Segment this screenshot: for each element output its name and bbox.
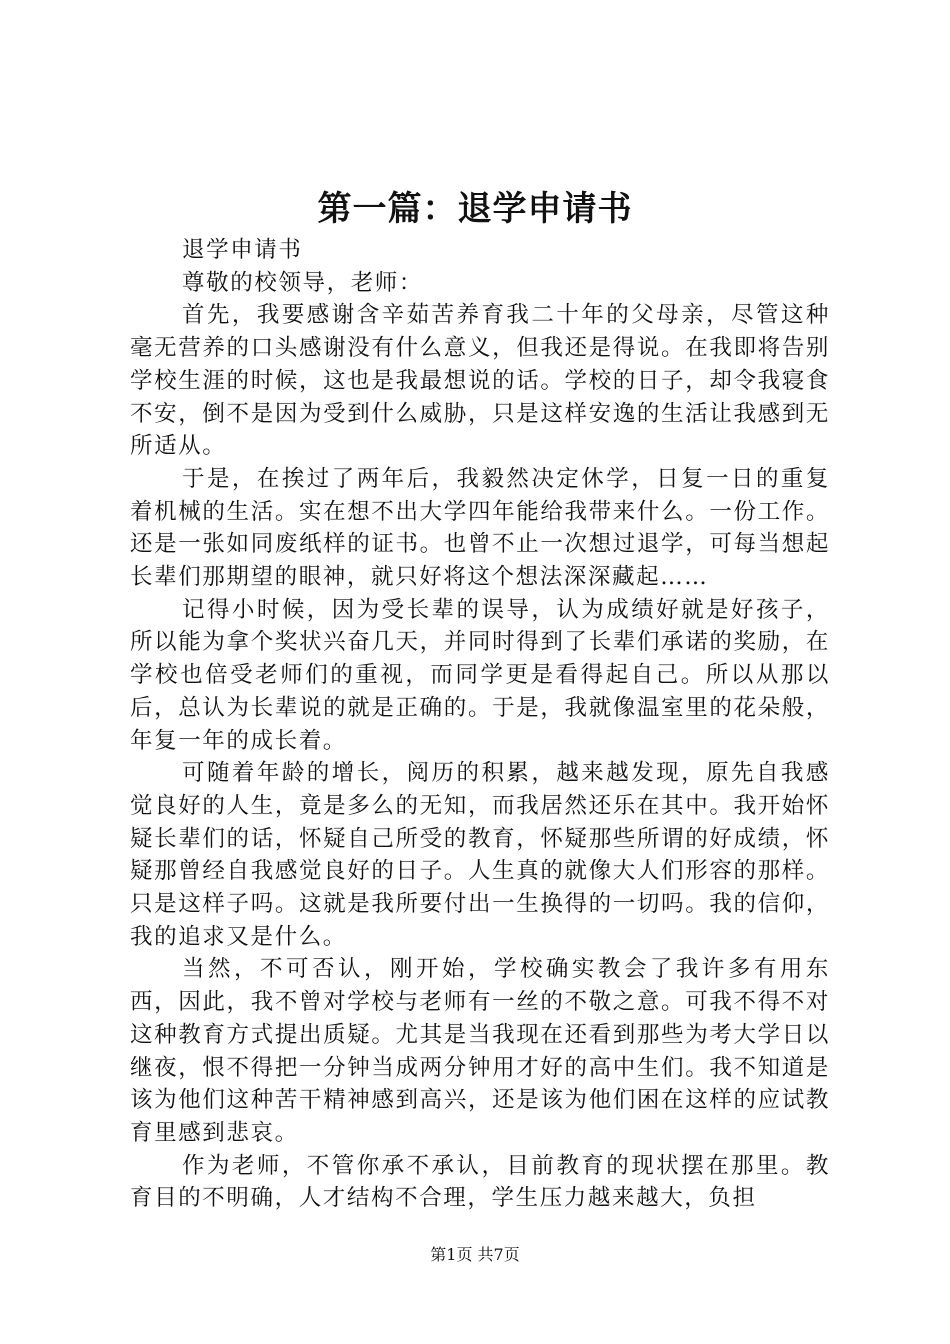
paragraph: 当然，不可否认，刚开始，学校确实教会了我许多有用东西，因此，我不曾对学校与老师有一丝的不敬之意。可我不得不对这种教育方式提出质疑。尤其是当我现在还看到那些为考大学日以继夜，恨不得把一分钟当成两分钟用才好的高中生们。我不知道是该为他们这种苦干精神感到高兴，还是该为他们困在这样的应试教育里感到悲哀。: [130, 956, 830, 1146]
paragraph: 作为老师，不管你承不承认，目前教育的现状摆在那里。教育目的不明确，人才结构不合理，学生压力越来越大，负担: [130, 1152, 830, 1212]
document-title: 第一篇：退学申请书: [317, 189, 633, 229]
paragraph: 记得小时候，因为受长辈的误导，认为成绩好就是好孩子，所以能为拿个奖状兴奋几天，并同时得到了长辈们承诺的奖励，在学校也倍受老师们的重视，而同学更是看得起自己。所以从那以后，总认为长辈说的就是正确的。于是，我就像温室里的花朵般，年复一年的成长着。: [130, 596, 830, 754]
paragraph: 可随着年龄的增长，阅历的积累，越来越发现，原先自我感觉良好的人生，竟是多么的无知，而我居然还乐在其中。我开始怀疑长辈们的话，怀疑自己所受的教育，怀疑那些所谓的好成绩，怀疑那曾经自我感觉良好的日子。人生真的就像大人们形容的那样。只是这样子吗。这就是我所要付出一生换得的一切吗。我的信仰，我的追求又是什么。: [130, 760, 830, 950]
page-number-footer: 第1页 共7页: [430, 1245, 520, 1264]
paragraph: 于是，在挨过了两年后，我毅然决定休学，日复一日的重复着机械的生活。实在想不出大学四年能给我带来什么。一份工作。还是一张如同废纸样的证书。也曾不止一次想过退学，可每当想起长辈们那期望的眼神，就只好将这个想法深深藏起……: [130, 465, 830, 591]
paragraph: 首先，我要感谢含辛茹苦养育我二十年的父母亲，尽管这种毫无营养的口头感谢没有什么意义，但我还是得说。在我即将告别学校生涯的时候，这也是我最想说的话。学校的日子，却令我寝食不安，倒不是因为受到什么威胁，只是这样安逸的生活让我感到无所适从。: [130, 302, 830, 460]
document-body: [130, 234, 830, 1215]
paragraph: 尊敬的校领导，老师：: [182, 269, 424, 296]
paragraph: 退学申请书: [182, 237, 303, 263]
